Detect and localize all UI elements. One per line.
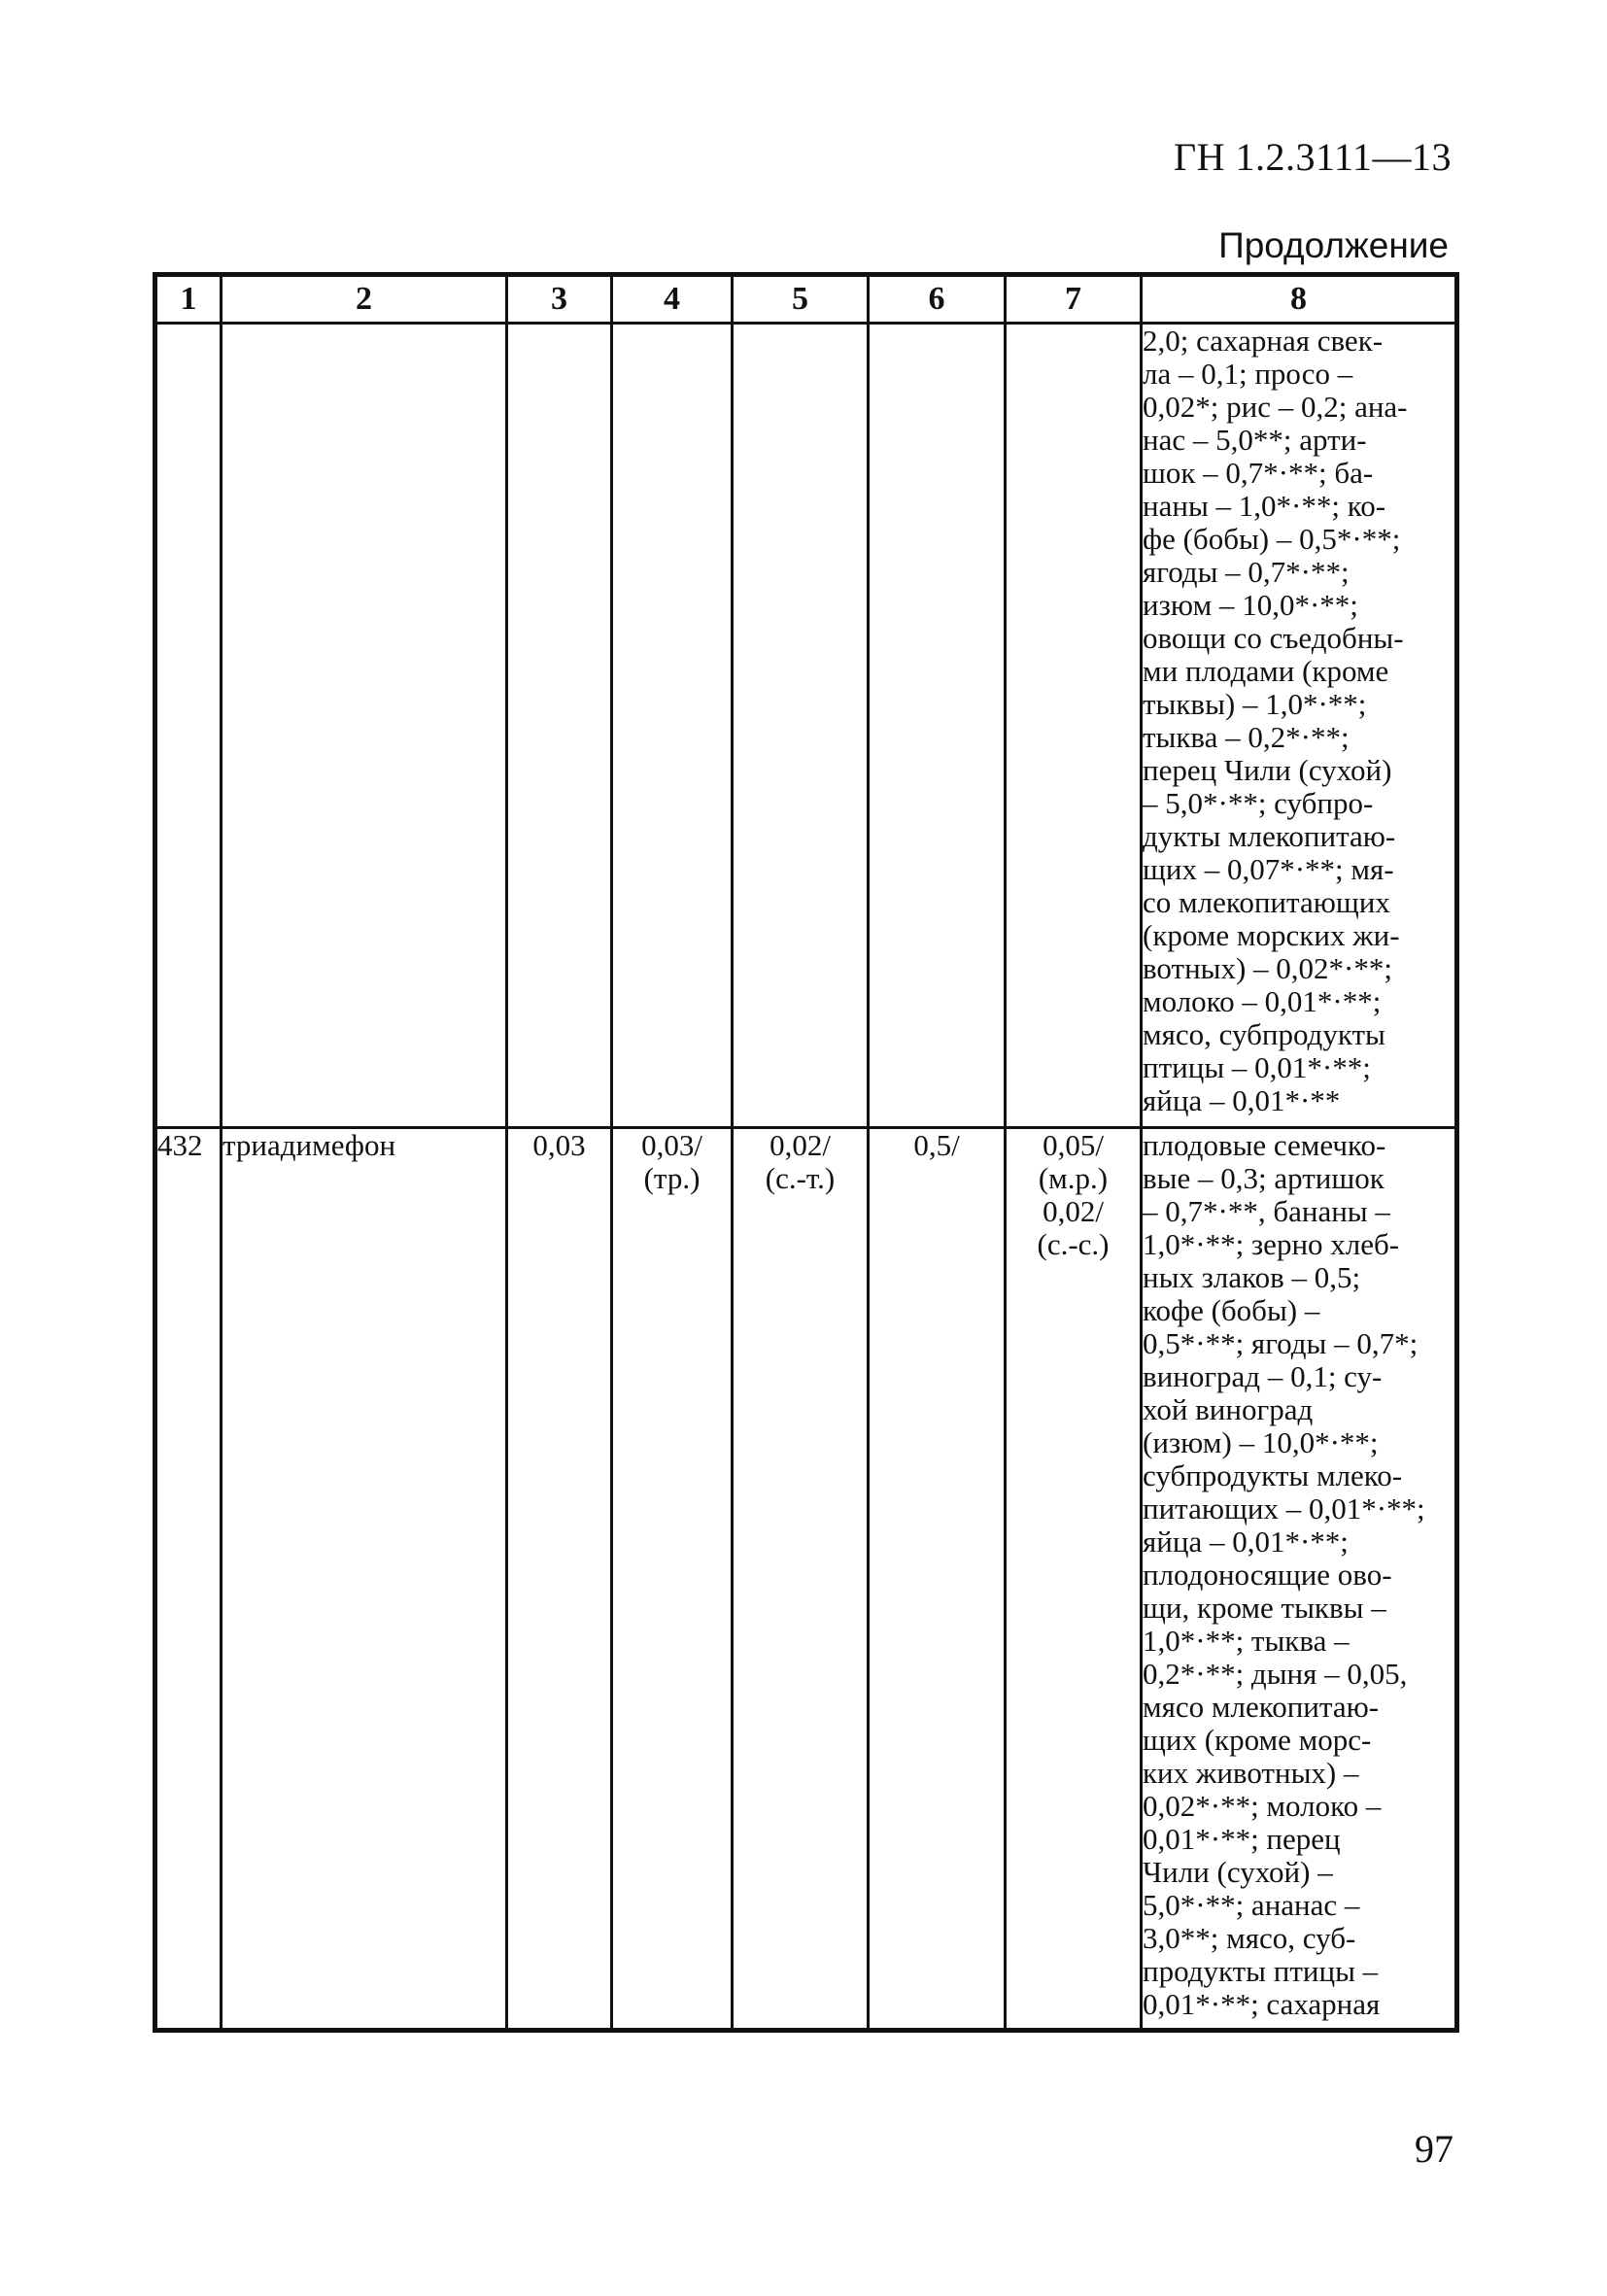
value-cell-6: 0,5/ — [869, 1128, 1006, 2031]
column-header-1: 1 — [155, 275, 222, 324]
products-limits-cell: плодовые семечко- вые – 0,3; артишок – 0,7*·**, бананы – 1,0*·**; зерно хлеб- ных злаков – 0,5; кофе (бобы) – 0,5*·**; ягоды – 0,7*; виноград – 0,1; су- хой виноград (изюм) – 10,0*·**; субпродукты млеко- питающих – 0,01*·**; яйца – 0,01*·**; плодоносящие ово- щи, кроме тыквы – 1,0*·**; тыква – 0,2*·**; дыня – 0,05, мясо млекопитаю- щих (кроме морс- ких животных) – 0,02*·**; молоко – 0,01*·**; перец Чили (сухой) – 5,0*·**; ананас – 3,0**; мясо, суб- продукты птицы – 0,01*·**; сахарная — [1142, 1128, 1457, 2031]
document-code: ГН 1.2.3111—13 — [1173, 135, 1452, 179]
column-header-7: 7 — [1006, 275, 1142, 324]
column-header-6: 6 — [869, 275, 1006, 324]
value-cell-7: 0,05/ (м.р.) 0,02/ (с.-с.) — [1006, 1128, 1142, 2031]
row-number-cell — [155, 324, 222, 1128]
header-row — [155, 275, 1457, 324]
value-cell-4: 0,03/ (тр.) — [612, 1128, 733, 2031]
row-number-cell: 432 — [155, 1128, 222, 2031]
column-header-3: 3 — [507, 275, 612, 324]
value-cell-5 — [733, 324, 869, 1128]
substance-name-cell — [222, 324, 507, 1128]
hygienic-norms-table — [153, 272, 1459, 2033]
column-header-4: 4 — [612, 275, 733, 324]
column-header-8: 8 — [1142, 275, 1457, 324]
value-cell-5: 0,02/ (с.-т.) — [733, 1128, 869, 2031]
products-limits-cell: 2,0; сахарная свек- ла – 0,1; просо – 0,02*; рис – 0,2; ана- нас – 5,0**; арти- шок – 0,7*·**; ба- наны – 1,0*·**; ко- фе (бобы) – 0,5*·**; ягоды – 0,7*·**; изюм – 10,0*·**; овощи со съедобны- ми плодами (кроме тыквы) – 1,0*·**; тыква – 0,2*·**; перец Чили (сухой) – 5,0*·**; субпро- дукты млекопитаю- щих – 0,07*·**; мя- со млекопитающих (кроме морских жи- вотных) – 0,02*·**; молоко – 0,01*·**; мясо, субпродукты птицы – 0,01*·**; яйца – 0,01*·** — [1142, 324, 1457, 1128]
substance-name-cell: триадимефон — [222, 1128, 507, 2031]
continuation-label: Продолжение — [1218, 225, 1449, 265]
column-header-5: 5 — [733, 275, 869, 324]
column-header-2: 2 — [222, 275, 507, 324]
value-cell-3 — [507, 324, 612, 1128]
page-number: 97 — [1415, 2127, 1453, 2171]
value-cell-7 — [1006, 324, 1142, 1128]
table-row — [155, 324, 1457, 1128]
value-cell-3: 0,03 — [507, 1128, 612, 2031]
table-row — [155, 1128, 1457, 2031]
value-cell-4 — [612, 324, 733, 1128]
value-cell-6 — [869, 324, 1006, 1128]
